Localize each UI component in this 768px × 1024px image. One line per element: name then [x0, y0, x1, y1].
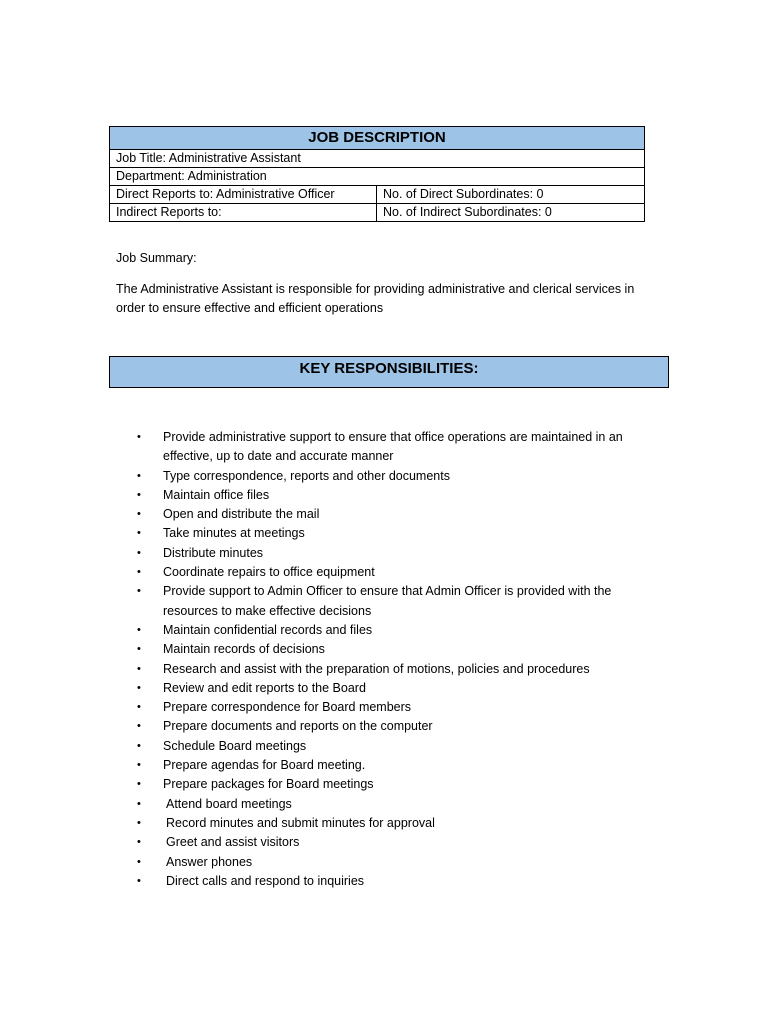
list-item-text: Research and assist with the preparation of motions, policies and procedures [163, 661, 590, 676]
table-row [110, 150, 645, 168]
bullet-icon: • [137, 855, 141, 868]
bullet-icon: • [137, 527, 141, 540]
list-item [137, 524, 657, 543]
list-item [137, 833, 657, 852]
bullet-icon: • [137, 469, 141, 482]
list-item-text: Greet and assist visitors [166, 835, 300, 850]
list-item [137, 717, 657, 736]
bullet-icon: • [137, 874, 141, 887]
key-responsibilities-heading: KEY RESPONSIBILITIES: [109, 356, 669, 388]
job-summary-text: The Administrative Assistant is responsible for providing administrative and clerical services in order to ensure effective and efficient operations [116, 282, 635, 315]
bullet-icon: • [137, 836, 141, 849]
list-item-text: Record minutes and submit minutes for approval [166, 815, 435, 830]
bullet-icon: • [137, 739, 141, 752]
list-item [137, 563, 657, 582]
bullet-icon: • [137, 816, 141, 829]
list-item [137, 428, 657, 467]
list-item-text: Take minutes at meetings [163, 526, 305, 541]
list-item-text: Prepare documents and reports on the computer [163, 719, 433, 734]
list-item [137, 679, 657, 698]
list-item [137, 795, 657, 814]
bullet-icon: • [137, 623, 141, 636]
list-item [137, 872, 657, 891]
bullet-icon: • [137, 662, 141, 675]
bullet-icon: • [137, 681, 141, 694]
bullet-icon: • [137, 759, 141, 772]
indirect-reports-cell: Indirect Reports to: [110, 204, 377, 222]
bullet-icon: • [137, 566, 141, 579]
bullet-icon: • [137, 546, 141, 559]
bullet-icon: • [137, 508, 141, 521]
table-row [110, 186, 645, 204]
bullet-icon: • [137, 778, 141, 791]
table-header-row [110, 127, 645, 150]
list-item [137, 737, 657, 756]
list-item-text: Direct calls and respond to inquiries [166, 873, 365, 888]
department-cell: Department: Administration [110, 168, 645, 186]
list-item-text: Prepare agendas for Board meeting. [163, 758, 366, 773]
job-summary-heading: Job Summary: [116, 251, 197, 265]
list-item-text: Maintain confidential records and files [163, 622, 373, 637]
list-item [137, 698, 657, 717]
list-item-text: Type correspondence, reports and other documents [163, 468, 450, 483]
bullet-icon: • [137, 431, 141, 443]
list-item-text: Distribute minutes [163, 545, 264, 560]
list-item-text: Answer phones [166, 854, 253, 869]
list-item [137, 505, 657, 524]
bullet-icon: • [137, 701, 141, 714]
list-item-text: Provide support to Admin Officer to ensure that Admin Officer is provided with the resources to make effective decisions [163, 584, 612, 618]
responsibilities-list [137, 428, 657, 891]
list-item-text: Prepare packages for Board meetings [163, 777, 374, 792]
list-item [137, 582, 657, 621]
table-row [110, 168, 645, 186]
bullet-icon: • [137, 488, 141, 501]
list-item [137, 486, 657, 505]
bullet-icon: • [137, 797, 141, 810]
indirect-subordinates-cell: No. of Indirect Subordinates: 0 [377, 204, 645, 222]
table-row [110, 204, 645, 222]
bullet-icon: • [137, 643, 141, 656]
list-item-text: Provide administrative support to ensure that office operations are maintained in an effective, up to date and accurate manner [163, 430, 623, 464]
bullet-icon: • [137, 720, 141, 733]
list-item-text: Attend board meetings [166, 796, 292, 811]
list-item [137, 756, 657, 775]
list-item [137, 544, 657, 563]
list-item-text: Prepare correspondence for Board members [163, 700, 412, 715]
list-item [137, 660, 657, 679]
direct-reports-cell: Direct Reports to: Administrative Officer [110, 186, 377, 204]
list-item-text: Coordinate repairs to office equipment [163, 565, 375, 580]
list-item-text: Schedule Board meetings [163, 738, 307, 753]
direct-subordinates-cell: No. of Direct Subordinates: 0 [377, 186, 645, 204]
job-description-table [109, 126, 645, 222]
list-item [137, 775, 657, 794]
table-header: JOB DESCRIPTION [110, 127, 645, 150]
list-item [137, 814, 657, 833]
list-item [137, 640, 657, 659]
list-item [137, 467, 657, 486]
list-item-text: Review and edit reports to the Board [163, 680, 366, 695]
list-item-text: Maintain office files [163, 487, 270, 502]
list-item [137, 853, 657, 872]
bullet-icon: • [137, 585, 141, 598]
job-title-cell: Job Title: Administrative Assistant [110, 150, 645, 168]
list-item [137, 621, 657, 640]
list-item-text: Maintain records of decisions [163, 642, 325, 657]
list-item-text: Open and distribute the mail [163, 507, 320, 522]
